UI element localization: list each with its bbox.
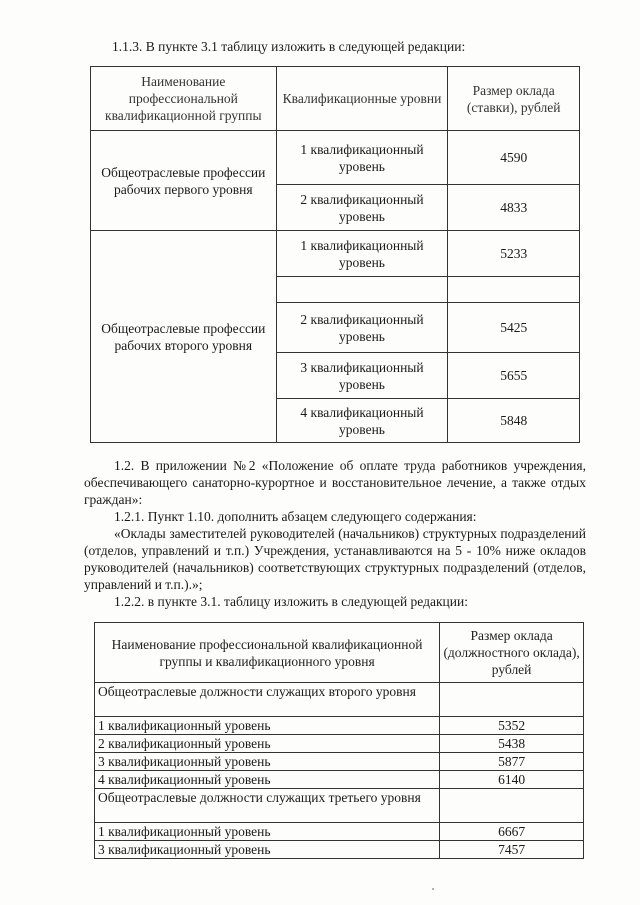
- table-row: [95, 753, 584, 771]
- table-row: [95, 683, 584, 717]
- table-1-header-salary: Размер оклада (ставки), рублей: [448, 67, 580, 131]
- table-2-name: 1 квалификационный уровень: [95, 823, 440, 841]
- table-2-name: 4 квалификационный уровень: [95, 771, 440, 789]
- table-1-salary: 4833: [448, 185, 580, 231]
- table-2-name: 3 квалификационный уровень: [95, 753, 440, 771]
- table-1-level: 1 квалификационный уровень: [276, 131, 448, 185]
- table-1-header-levels: Квалификационные уровни: [276, 67, 448, 131]
- table-1-level: [276, 277, 448, 303]
- table-2-salary: 5352: [440, 717, 584, 735]
- table-1-salary: 5848: [448, 399, 580, 443]
- table-1-level: 1 квалификационный уровень: [276, 231, 448, 277]
- table-row: [91, 231, 580, 277]
- table-row: [95, 717, 584, 735]
- table-2-salary: 6667: [440, 823, 584, 841]
- table-2-header-row: [95, 623, 584, 683]
- table-row: [95, 771, 584, 789]
- table-2-salary-rates: [94, 622, 584, 859]
- paragraph-1-2-1: 1.2.1. Пункт 1.10. дополнить абзацем следующего содержания:: [114, 509, 477, 524]
- scan-speck: [432, 888, 434, 890]
- table-1-header-group: Наименование профессиональной квалификационной группы: [91, 67, 277, 131]
- table-1-level: 2 квалификационный уровень: [276, 303, 448, 353]
- table-row: [91, 131, 580, 185]
- table-2-name: 3 квалификационный уровень: [95, 841, 440, 859]
- table-1-group-name: Общеотраслевые профессии рабочих второго уровня: [91, 231, 277, 443]
- table-2-salary: 5877: [440, 753, 584, 771]
- table-1-salary: 4590: [448, 131, 580, 185]
- table-2-salary: [440, 683, 584, 717]
- table-2-salary: 6140: [440, 771, 584, 789]
- table-2-salary: 7457: [440, 841, 584, 859]
- table-row: [95, 841, 584, 859]
- table-row: [95, 789, 584, 823]
- table-2-header-salary: Размер оклада (должностного оклада), рублей: [440, 623, 584, 683]
- table-2-salary: [440, 789, 584, 823]
- table-row: [95, 823, 584, 841]
- paragraph-1-2: 1.2. В приложении №2 «Положение об оплате труда работников учреждения, обеспечивающего санаторно-курортное и восстановительное лечение, а также отдых граждан»:: [84, 458, 586, 507]
- table-2-name: Общеотраслевые должности служащих второго уровня: [95, 683, 440, 717]
- table-1-level: 4 квалификационный уровень: [276, 399, 448, 443]
- table-2-name: 1 квалификационный уровень: [95, 717, 440, 735]
- table-2-name: 2 квалификационный уровень: [95, 735, 440, 753]
- paragraph-quote: «Оклады заместителей руководителей (начальников) структурных подразделений (отделов, управлений и т.п.) Учреждения, устанавливаются на 5 - 10% ниже окладов руководителей (начальников) соответствующих структурных подразделений (отделов, управлений и т.п.).»;: [84, 526, 586, 592]
- table-2-salary: 5438: [440, 735, 584, 753]
- table-2-header-group: Наименование профессиональной квалификационной группы и квалификационного уровня: [95, 623, 440, 683]
- table-1-header-row: [91, 67, 580, 131]
- table-1-group-name: Общеотраслевые профессии рабочих первого уровня: [91, 131, 277, 231]
- table-1-salary-rates: [90, 66, 580, 443]
- table-1-salary: 5233: [448, 231, 580, 277]
- paragraph-1-2-2: 1.2.2. в пункте 3.1. таблицу изложить в следующей редакции:: [114, 594, 468, 609]
- table-1-level: 3 квалификационный уровень: [276, 353, 448, 399]
- table-1-salary: [448, 277, 580, 303]
- table-1-salary: 5425: [448, 303, 580, 353]
- table-1-level: 2 квалификационный уровень: [276, 185, 448, 231]
- table-1-salary: 5655: [448, 353, 580, 399]
- section-1-1-3-heading: 1.1.3. В пункте 3.1 таблицу изложить в следующей редакции:: [112, 39, 466, 54]
- table-2-name: Общеотраслевые должности служащих третьего уровня: [95, 789, 440, 823]
- table-row: [95, 735, 584, 753]
